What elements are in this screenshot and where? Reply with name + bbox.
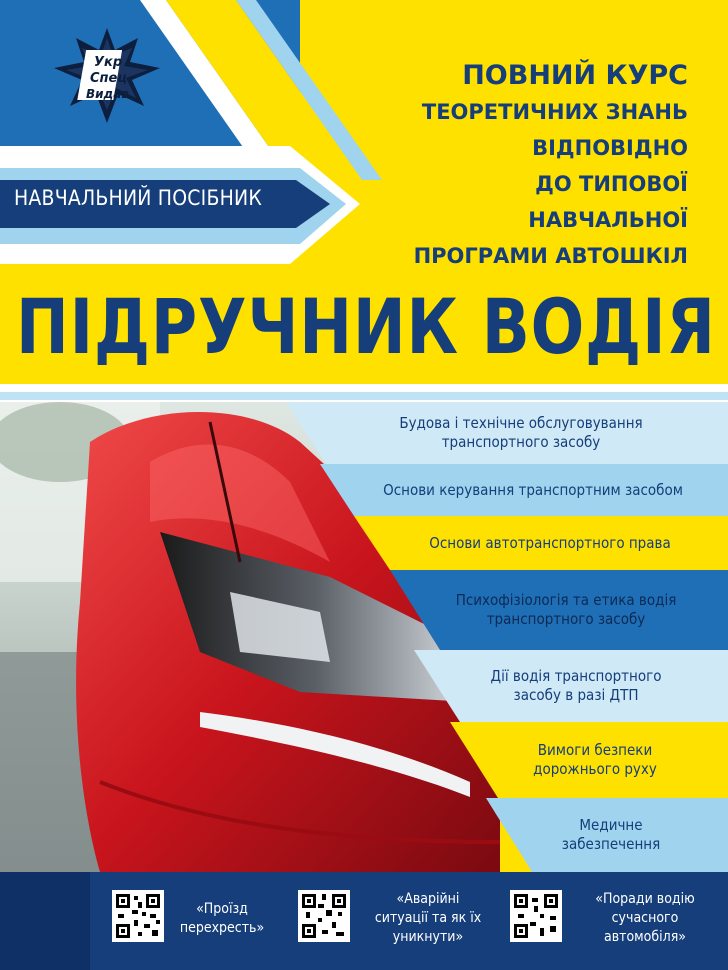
qr-label: «Проїзд перехресть» (179, 901, 265, 936)
qr-item (298, 890, 508, 952)
topic-item (486, 798, 728, 872)
topics-list (0, 402, 728, 872)
qr-code-icon[interactable] (510, 890, 562, 942)
publisher-logo (52, 28, 162, 123)
logo-text-3: Видав (86, 87, 129, 101)
course-line: НАВЧАЛЬНОЇ (528, 208, 688, 232)
topic-item (320, 464, 728, 516)
book-title: ПІДРУЧНИК ВОДІЯ (16, 282, 716, 371)
course-line: ТЕОРЕТИЧНИХ ЗНАНЬ (421, 100, 688, 124)
logo-text-1: Укр (94, 55, 123, 70)
topic-label: Основи керування транспортним засобом (383, 480, 683, 499)
topic-label: Медичне забезпечення (561, 816, 661, 853)
topic-label: Будова і технічне обслуговування транспортного засобу (399, 414, 643, 451)
badge-label: НАВЧАЛЬНИЙ ПОСІБНИК (14, 186, 262, 210)
qr-label: «Поради водію сучасного автомобіля» (595, 891, 695, 945)
qr-code-icon[interactable] (112, 890, 164, 942)
course-description (358, 58, 688, 274)
logo-text-2: Спец (90, 71, 127, 86)
topic-label: Дії водія транспортного засобу в разі ДТП (490, 667, 662, 704)
qr-bar (0, 872, 728, 970)
topic-label: Вимоги безпеки дорожнього руху (533, 741, 657, 778)
qr-code-icon[interactable] (298, 890, 350, 942)
topic-label: Психофізіологія та етика водія транспортного засобу (455, 591, 677, 628)
course-line: ПРОГРАМИ АВТОШКІЛ (413, 244, 688, 268)
qr-label: «Аварійні ситуації та як їх уникнути» (374, 891, 482, 945)
topic-item (354, 516, 728, 570)
topic-item (286, 402, 728, 464)
course-line: ВІДПОВІДНО (532, 136, 688, 160)
topic-item (390, 570, 728, 650)
divider-strip (0, 392, 728, 400)
course-line: ПОВНИЙ КУРС (462, 60, 688, 91)
qr-item (510, 890, 720, 952)
course-line: ДО ТИПОВОЇ (535, 172, 688, 196)
qr-item (112, 890, 312, 952)
topic-item (414, 650, 728, 722)
topic-label: Основи автотранспортного права (429, 533, 671, 552)
topic-item (450, 722, 728, 798)
